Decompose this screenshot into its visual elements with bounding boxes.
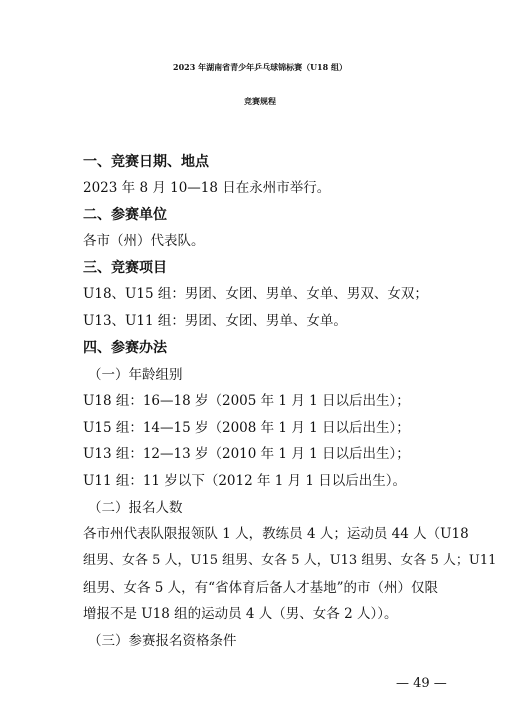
- paragraph-count-line4: 增报不是 U18 组的运动员 4 人（男、女各 2 人））。: [83, 606, 398, 622]
- paragraph-count-line3: 组男、女各 5 人，有“省体育后备人才基地”的市（州）仅限: [83, 580, 438, 596]
- document-title: 2023 年湖南省青少年乒乓球锦标赛（U18 组）: [173, 62, 347, 72]
- paragraph-age-u15: U15 组：14—15 岁（2008 年 1 月 1 日以后出生）；: [83, 420, 410, 436]
- paragraph-count-line1: 各市州代表队限报领队 1 人，教练员 4 人；运动员 44 人（U18: [83, 526, 469, 542]
- section-heading-dates: 一、竞赛日期、地点: [83, 154, 209, 170]
- section-heading-events: 三、竞赛项目: [83, 260, 167, 276]
- subsection-heading-age: （一）年龄组别: [88, 367, 183, 383]
- paragraph-units: 各市（州）代表队。: [83, 233, 205, 249]
- paragraph-events-u18-u15: U18、U15 组：男团、女团、男单、女单、男双、女双；: [83, 286, 428, 302]
- paragraph-events-u13-u11: U13、U11 组：男团、女团、男单、女单。: [83, 313, 347, 329]
- paragraph-dates: 2023 年 8 月 10—18 日在永州市举行。: [83, 180, 331, 196]
- paragraph-age-u13: U13 组：12—13 岁（2010 年 1 月 1 日以后出生）；: [83, 446, 410, 462]
- page-number: — 49 —: [396, 676, 447, 691]
- paragraph-count-line2: 组男、女各 5 人，U15 组男、女各 5 人，U13 组男、女各 5 人；U11: [83, 553, 497, 568]
- subsection-heading-count: （二）报名人数: [88, 500, 183, 516]
- document-subtitle: 竞赛规程: [244, 96, 276, 106]
- subsection-heading-eligibility: （三）参赛报名资格条件: [88, 633, 237, 649]
- section-heading-units: 二、参赛单位: [83, 207, 167, 223]
- paragraph-age-u18: U18 组：16—18 岁（2005 年 1 月 1 日以后出生）；: [83, 393, 410, 409]
- paragraph-age-u11: U11 组：11 岁以下（2012 年 1 月 1 日以后出生）。: [83, 473, 407, 489]
- section-heading-method: 四、参赛办法: [83, 340, 167, 356]
